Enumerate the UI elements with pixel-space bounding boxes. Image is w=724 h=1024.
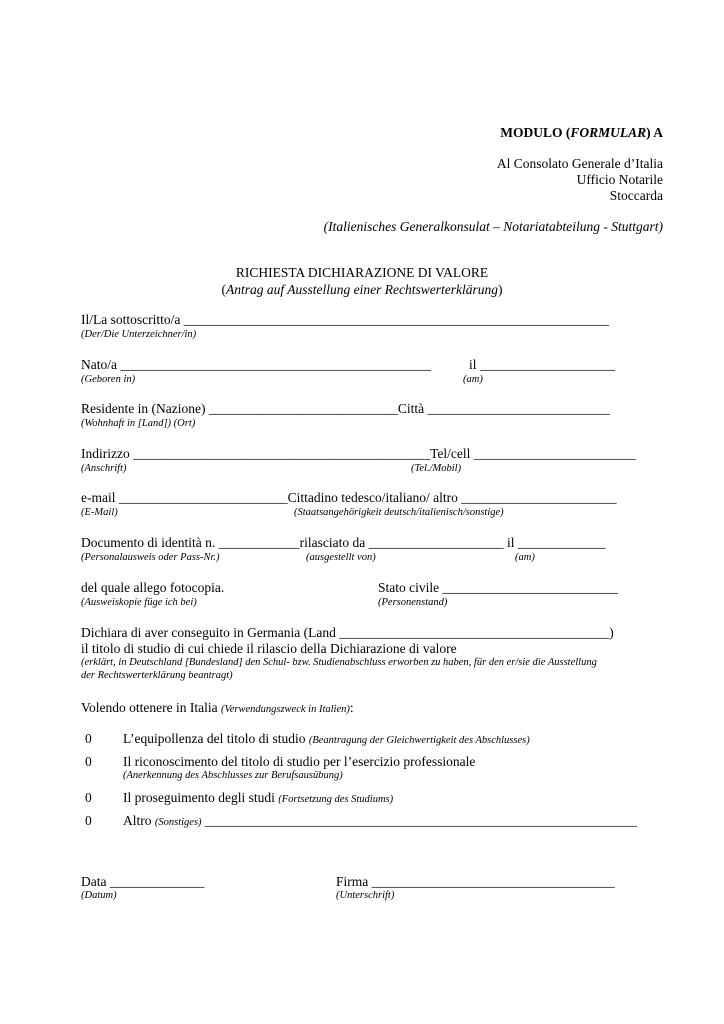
declaration-line-2: il titolo di studio di cui chiede il rilascio della Dichiarazione di valore (81, 641, 457, 656)
address-sub: (Anschrift) (81, 463, 127, 474)
option-label-equipollenza: L’equipollenza del titolo di studio (Beantragung der Gleichwertigkeit des Abschlusses) (123, 731, 530, 746)
declaration-line-1[interactable]: Dichiara di aver conseguito in Germania (Land ________________________________________) (81, 625, 614, 640)
residence-field[interactable]: Residente in (Nazione) ____________________________Città ___________________________ (81, 401, 610, 416)
copy-attached-sub: (Ausweiskopie füge ich bei) (81, 597, 197, 608)
birthplace-sub: (Geboren in) (81, 374, 136, 385)
signatory-label: Il/La sottoscritto/a (81, 312, 181, 327)
id-document-field[interactable]: Documento di identità n. ____________rilasciato da ____________________ il _____________ (81, 535, 606, 550)
signatory-field[interactable] (81, 312, 609, 328)
option-checkbox-equipollenza[interactable]: 0 (85, 731, 92, 746)
request-title: RICHIESTA DICHIARAZIONE DI VALORE (235, 265, 489, 280)
issued-date-sub: (am) (515, 552, 535, 563)
residence-sub: (Wohnhaft in [Land]) (Ort) (81, 418, 196, 429)
request-subtitle: (Antrag auf Ausstellung einer Rechtswerterklärung) (221, 282, 503, 297)
signatory-sub: (Der/Die Unterzeichner/in) (81, 329, 197, 340)
email-field[interactable]: e-mail _________________________Cittadino tedesco/italiano/ altro _______________________ (81, 490, 617, 505)
option-checkbox-riconoscimento[interactable]: 0 (85, 754, 92, 769)
declaration-sub-2: der Rechtswerterklärung beantragt) (81, 670, 233, 681)
signature-sub: (Unterschrift) (336, 890, 395, 901)
option-checkbox-proseguimento[interactable]: 0 (85, 790, 92, 805)
signatory-line[interactable]: _______________________________________________________________ (183, 312, 609, 327)
option-checkbox-altro[interactable]: 0 (85, 813, 92, 828)
address-line-1: Al Consolato Generale d’Italia (496, 156, 663, 171)
address-field[interactable]: Indirizzo ____________________________________________Tel/cell ________________________ (81, 446, 636, 461)
option-sub-riconoscimento: (Anerkennung des Abschlusses zur Berufsausübung) (123, 770, 343, 781)
birthdate-sub: (am) (463, 374, 483, 385)
declaration-sub-1: (erklärt, in Deutschland [Bundesland] den Schul- bzw. Studienabschluss erworben zu haben, für den er/sie die Ausstellung (81, 657, 597, 668)
date-sub: (Datum) (81, 890, 117, 901)
email-sub: (E-Mail) (81, 507, 118, 518)
address-line-2: Ufficio Notarile (576, 172, 663, 187)
marital-status-sub: (Personenstand) (378, 597, 448, 608)
option-label-riconoscimento: Il riconoscimento del titolo di studio per l’esercizio professionale (123, 754, 476, 769)
address-german: (Italienisches Generalkonsulat – Notariatabteilung - Stuttgart) (323, 219, 663, 234)
address-line-3: Stoccarda (609, 188, 663, 203)
form-title: MODULO (FORMULAR) A (500, 125, 663, 140)
phone-sub: (Tel./Mobil) (411, 463, 462, 474)
option-label-proseguimento: Il proseguimento degli studi (Fortsetzung des Studiums) (123, 790, 394, 805)
copy-attached-label: del quale allego fotocopia. (81, 580, 225, 595)
citizenship-sub: (Staatsangehörigkeit deutsch/italienisch/sonstige) (294, 507, 504, 518)
marital-status-field[interactable]: Stato civile __________________________ (378, 580, 618, 595)
birthdate-field[interactable]: il ____________________ (469, 357, 615, 372)
option-label-altro[interactable]: Altro (Sonstiges) ________________________________________________________________ (123, 813, 637, 828)
signature-field[interactable]: Firma ____________________________________ (336, 874, 615, 889)
purpose-label: Volendo ottenere in Italia (Verwendungszweck in Italien): (81, 700, 354, 715)
date-field[interactable]: Data ______________ (81, 874, 205, 889)
id-document-sub: (Personalausweis oder Pass-Nr.) (81, 552, 220, 563)
issued-by-sub: (ausgestellt von) (306, 552, 376, 563)
birthplace-field[interactable]: Nato/a ______________________________________________ (81, 357, 431, 372)
